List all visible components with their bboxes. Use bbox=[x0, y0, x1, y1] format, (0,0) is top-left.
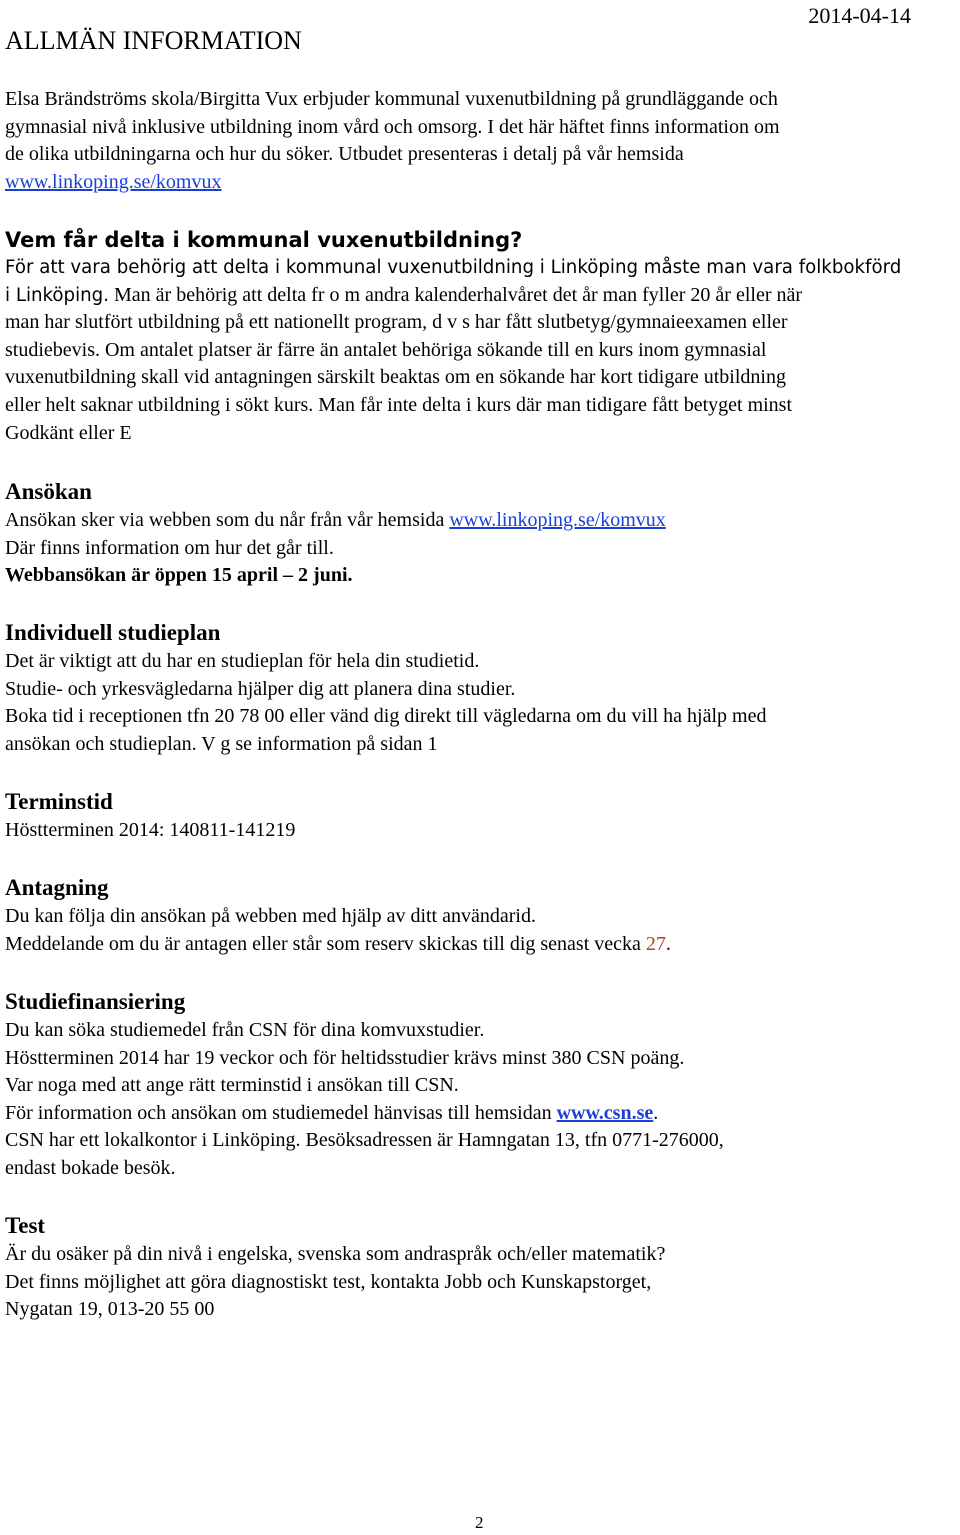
test-line: Det finns möjlighet att göra diagnostiskt test, kontakta Jobb och Kunskapstorget, bbox=[5, 1270, 652, 1293]
test-line: Är du osäker på din nivå i engelska, svenska som andraspråk och/eller matematik? bbox=[5, 1243, 666, 1265]
study-plan-heading: Individuell studieplan bbox=[5, 620, 221, 645]
application-dates: Webbansökan är öppen 15 april – 2 juni. bbox=[5, 564, 353, 587]
term-heading: Terminstid bbox=[5, 789, 113, 814]
admission-week: 27 bbox=[645, 932, 666, 955]
study-plan-line: Studie- och yrkesvägledarna hjälper dig att planera dina studier. bbox=[5, 677, 516, 700]
funding-line: Var noga med att ange rätt terminstid i ansökan till CSN. bbox=[5, 1074, 459, 1097]
application-heading: Ansökan bbox=[5, 479, 92, 504]
funding-heading: Studiefinansiering bbox=[5, 989, 186, 1014]
page-number: 2 bbox=[475, 1513, 484, 1532]
document-date: 2014-04-14 bbox=[808, 3, 911, 28]
test-paragraph bbox=[5, 1241, 955, 1324]
csn-link[interactable]: www.csn.se bbox=[556, 1101, 654, 1124]
study-plan-paragraph bbox=[5, 648, 955, 758]
funding-line: CSN har ett lokalkontor i Linköping. Besöksadressen är Hamngatan 13, tfn 0771-276000, bbox=[5, 1129, 724, 1152]
eligibility-line: För att vara behörig att delta i kommunal vuxenutbildning i Linköping måste man vara folkbokförd bbox=[5, 257, 902, 278]
intro-paragraph bbox=[5, 86, 955, 196]
admission-line: Meddelande om du är antagen eller står som reserv skickas till dig senast vecka bbox=[5, 932, 646, 955]
study-plan-line: Boka tid i receptionen tfn 20 78 00 eller vänd dig direkt till vägledarna om du vill ha hjälp med bbox=[5, 705, 767, 728]
test-heading: Test bbox=[5, 1213, 46, 1238]
eligibility-line: Man är behörig att delta fr o m andra kalenderhalvåret det år man fyller 20 år eller när bbox=[109, 283, 803, 306]
homepage-link[interactable]: www.linkoping.se/komvux bbox=[5, 170, 222, 193]
eligibility-heading: Vem får delta i kommunal vuxenutbildning? bbox=[5, 228, 523, 252]
application-line: Där finns information om hur det går till. bbox=[5, 536, 334, 559]
term-paragraph bbox=[5, 817, 955, 845]
intro-line: gymnasial nivå inklusive utbildning inom vård och omsorg. I det här häftet finns information om bbox=[5, 115, 780, 138]
admission-line-end: . bbox=[665, 932, 671, 955]
funding-line: Höstterminen 2014 har 19 veckor och för heltidsstudier krävs minst 380 CSN poäng. bbox=[5, 1046, 685, 1069]
intro-line: de olika utbildningarna och hur du söker. Utbudet presenteras i detalj på vår hemsida bbox=[5, 143, 684, 166]
term-line: Höstterminen 2014: 140811-141219 bbox=[5, 819, 296, 841]
eligibility-line: vuxenutbildning skall vid antagningen särskilt beaktas om en sökande har kort tidigare utbildning bbox=[5, 366, 786, 389]
eligibility-line: man har slutfört utbildning på ett nationellt program, d v s har fått slutbetyg/gymnaieexamen eller bbox=[5, 311, 788, 334]
test-line: Nygatan 19, 013-20 55 00 bbox=[5, 1298, 215, 1321]
eligibility-line: i Linköping. bbox=[5, 284, 110, 306]
funding-line: För information och ansökan om studiemedel hänvisas till hemsidan bbox=[5, 1101, 557, 1124]
header bbox=[5, 3, 955, 56]
eligibility-line: studiebevis. Om antalet platser är färre än antalet behöriga sökande till en kurs inom gymnasial bbox=[5, 338, 767, 361]
eligibility-line: Godkänt eller E bbox=[5, 421, 132, 444]
document-title: ALLMÄN INFORMATION bbox=[5, 26, 302, 55]
study-plan-line: ansökan och studieplan. V g se information på sidan 1 bbox=[5, 732, 438, 755]
funding-line: endast bokade besök. bbox=[5, 1156, 176, 1179]
funding-paragraph bbox=[5, 1017, 955, 1183]
funding-line-end: . bbox=[653, 1101, 659, 1124]
admission-paragraph bbox=[5, 903, 955, 958]
study-plan-line: Det är viktigt att du har en studieplan för hela din studietid. bbox=[5, 650, 480, 672]
application-line: Ansökan sker via webben som du når från vår hemsida bbox=[5, 509, 450, 531]
admission-line: Du kan följa din ansökan på webben med hjälp av ditt användarid. bbox=[5, 905, 536, 927]
application-link[interactable]: www.linkoping.se/komvux bbox=[449, 509, 666, 531]
intro-line: Elsa Brändströms skola/Birgitta Vux erbjuder kommunal vuxenutbildning på grundläggande och bbox=[5, 88, 778, 110]
eligibility-line: eller helt saknar utbildning i sökt kurs. Man får inte delta i kurs där man tidigare fått betyget minst bbox=[5, 393, 793, 416]
funding-line: Du kan söka studiemedel från CSN för dina komvuxstudier. bbox=[5, 1019, 485, 1041]
eligibility-paragraph bbox=[5, 254, 955, 447]
application-paragraph bbox=[5, 507, 955, 590]
admission-heading: Antagning bbox=[5, 875, 109, 900]
